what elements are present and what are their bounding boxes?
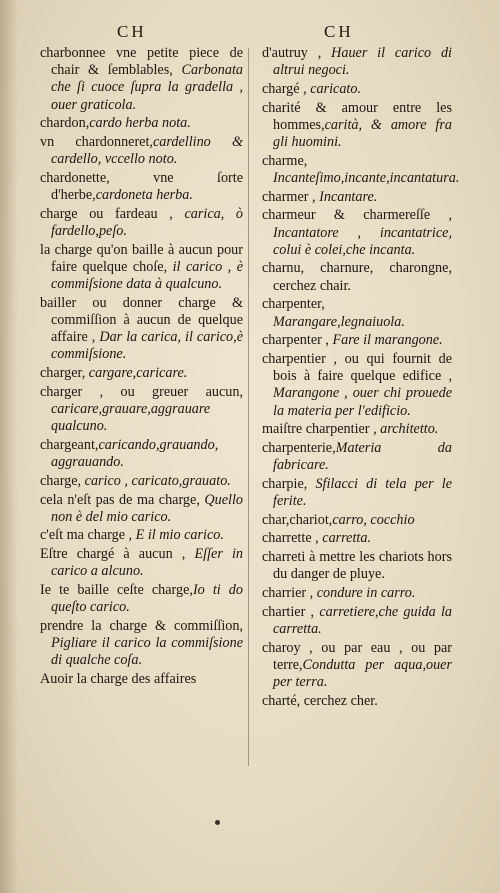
entry-gloss: cardo herba nota. [89,115,191,132]
entry-headword: charmer , [262,188,316,205]
dictionary-entry [262,81,452,98]
dictionary-entry [40,492,243,526]
dictionary-entry [40,546,243,580]
entry-gloss: Incantatore , incantatrice, colui è colei,che incanta. [273,224,452,258]
entry-headword: charpenter, [262,296,325,313]
entry-headword: c'eſt ma charge , [40,527,133,544]
dictionary-entry [262,693,452,710]
entry-headword: Eſtre chargé à aucun , [40,546,186,563]
entry-gloss: E il mio carico. [135,527,224,544]
dictionary-entry [40,671,243,688]
dictionary-entry [40,473,243,490]
entry-gloss: caricando,grauando, aggrauando. [51,436,219,471]
dictionary-entry [262,421,452,438]
dictionary-entry [40,134,243,168]
entry-headword: charpentier , ou qui fournit de bois à faire quelque edifice , [262,350,452,385]
entry-gloss: Carbonata che ſi cuoce ſupra la gradella , ouer graticola. [51,62,243,113]
column-rule [248,48,249,766]
dictionary-entry [262,351,452,420]
dictionary-entry [262,604,452,638]
entry-gloss: carro, cocchio [332,511,415,528]
entry-headword: maiſtre charpentier , [262,421,377,438]
dictionary-entry [262,332,452,349]
gutter-shadow [0,0,18,893]
entry-headword: charme, [262,152,308,169]
entry-gloss: Condutta per aqua,ouer per terra. [273,656,452,691]
entry-gloss: condure in carro. [316,585,416,602]
entry-headword: cela n'eſt pas de ma charge, [40,491,200,508]
dictionary-entry [262,585,452,602]
dictionary-entry [262,476,452,510]
entry-headword: charreti à mettre les chariots hors du danger de pluye. [262,549,452,583]
entry-gloss: Quello non è del mio carico. [51,491,243,525]
entry-headword: charge, [40,472,82,489]
entry-gloss: il carico , è commiſsione data à qualcuno. [51,258,244,293]
dictionary-entry [40,242,243,294]
entry-headword: charrier , [262,585,314,602]
entry-gloss: caricare,grauare,aggrauare qualcuno. [51,401,211,435]
dictionary-entry [262,45,452,79]
running-head-right: CH [324,22,354,41]
dictionary-entry [262,549,452,583]
entry-headword: charrette , [262,530,319,547]
entry-headword: Ie te baille ceſte charge, [40,582,193,599]
entry-headword: charger, [40,365,86,382]
dictionary-entry [262,640,452,692]
dictionary-entry [40,170,243,204]
left-column [40,45,243,690]
entry-headword: chartier , [262,603,315,620]
entry-headword: Auoir la charge des affaires [40,671,197,688]
dictionary-entry [40,384,243,436]
entry-headword: charpie, [262,475,308,492]
entry-headword: charité & amour entre les hommes, [262,99,452,133]
entry-gloss: Incanteſimo,incante,incantatura. [273,169,460,186]
dictionary-entry [262,512,452,529]
entry-gloss: Eſſer in carico a alcuno. [51,546,243,580]
dictionary-entry [40,365,243,382]
entry-gloss: Pigliare il carico la commiſsione di qualche coſa. [51,635,243,669]
dictionary-entry [40,527,243,544]
entry-gloss: cardellino & cardello, vccello noto. [51,134,243,168]
dictionary-entry [262,296,452,330]
dictionary-entry [262,100,452,152]
entry-headword: charbonnee vne petite piece de chair & ſemblables, [40,45,243,79]
dictionary-entry [40,618,243,670]
entry-headword: chardonette, vne ſorte d'herbe, [40,169,243,204]
entry-headword: charger , ou greuer aucun, [40,383,243,400]
entry-gloss: cargare,caricare. [88,365,188,382]
entry-headword: char,chariot, [262,511,333,528]
dictionary-entry [262,152,460,187]
entry-gloss: cardoneta herba. [95,187,193,204]
entry-gloss: carretiere,che guida la carretta. [273,603,453,637]
dictionary-entry [262,260,452,294]
running-head-left: CH [117,22,147,41]
entry-gloss: Materia da fabricare. [273,439,452,474]
entry-headword: la charge qu'on baille à aucun pour faire quelque choſe, [40,241,243,275]
dictionary-entry [40,582,243,616]
entry-gloss: Hauer il carico di altrui negoci. [273,45,452,79]
entry-gloss: Incantare. [319,188,378,205]
entry-gloss: Dar la carica, il carico,è commiſsione. [51,329,243,363]
dictionary-entry [262,189,452,206]
dictionary-entry [40,45,243,114]
entry-headword: charnu, charnure, charongne, cerchez chair. [262,260,452,294]
entry-gloss: Marangone , ouer chi prouede la materia per l'edificio. [273,385,452,419]
ink-dot [215,820,220,825]
entry-gloss: carica, ò fardello,peſo. [51,205,244,240]
entry-gloss: architetto. [380,421,439,438]
dictionary-entry [40,206,243,240]
entry-gloss: Sfilacci di tela per le ferite. [273,475,452,510]
entry-headword: chardon, [40,115,90,132]
dictionary-entry [262,207,452,259]
entry-headword: chargeant, [40,436,99,453]
entry-gloss: Io ti do queſto carico. [51,582,243,616]
dictionary-entry [40,115,243,132]
entry-headword: chargé , [262,80,307,97]
entry-headword: charté, cerchez cher. [262,692,378,709]
entry-headword: charmeur & charmereſſe , [262,207,452,224]
dictionary-entry [40,295,243,364]
entry-gloss: carico , caricato,grauato. [84,472,231,489]
right-column [262,45,460,712]
entry-headword: bailler ou donner charge & commiſſion à aucun de quelque affaire , [40,294,243,346]
entry-gloss: Marangare,legnaiuola. [273,313,405,330]
entry-gloss: carretta. [322,530,371,547]
entry-headword: prendre la charge & commiſſion, [40,618,243,634]
entry-gloss: carità, & amore fra gli huomini. [273,116,452,151]
dictionary-entry [40,437,243,471]
entry-gloss: Fare il marangone. [332,332,443,349]
dictionary-entry [262,440,452,474]
dictionary-entry [262,530,452,547]
entry-headword: d'autruy , [262,45,322,61]
entry-gloss: caricato. [310,80,362,97]
entry-headword: charpenter , [262,332,329,349]
entry-headword: charpenterie, [262,439,336,456]
entry-headword: charoy , ou par eau , ou par terre, [262,639,452,673]
entry-headword: charge ou fardeau , [40,205,173,222]
entry-headword: vn chardonneret, [40,134,153,151]
